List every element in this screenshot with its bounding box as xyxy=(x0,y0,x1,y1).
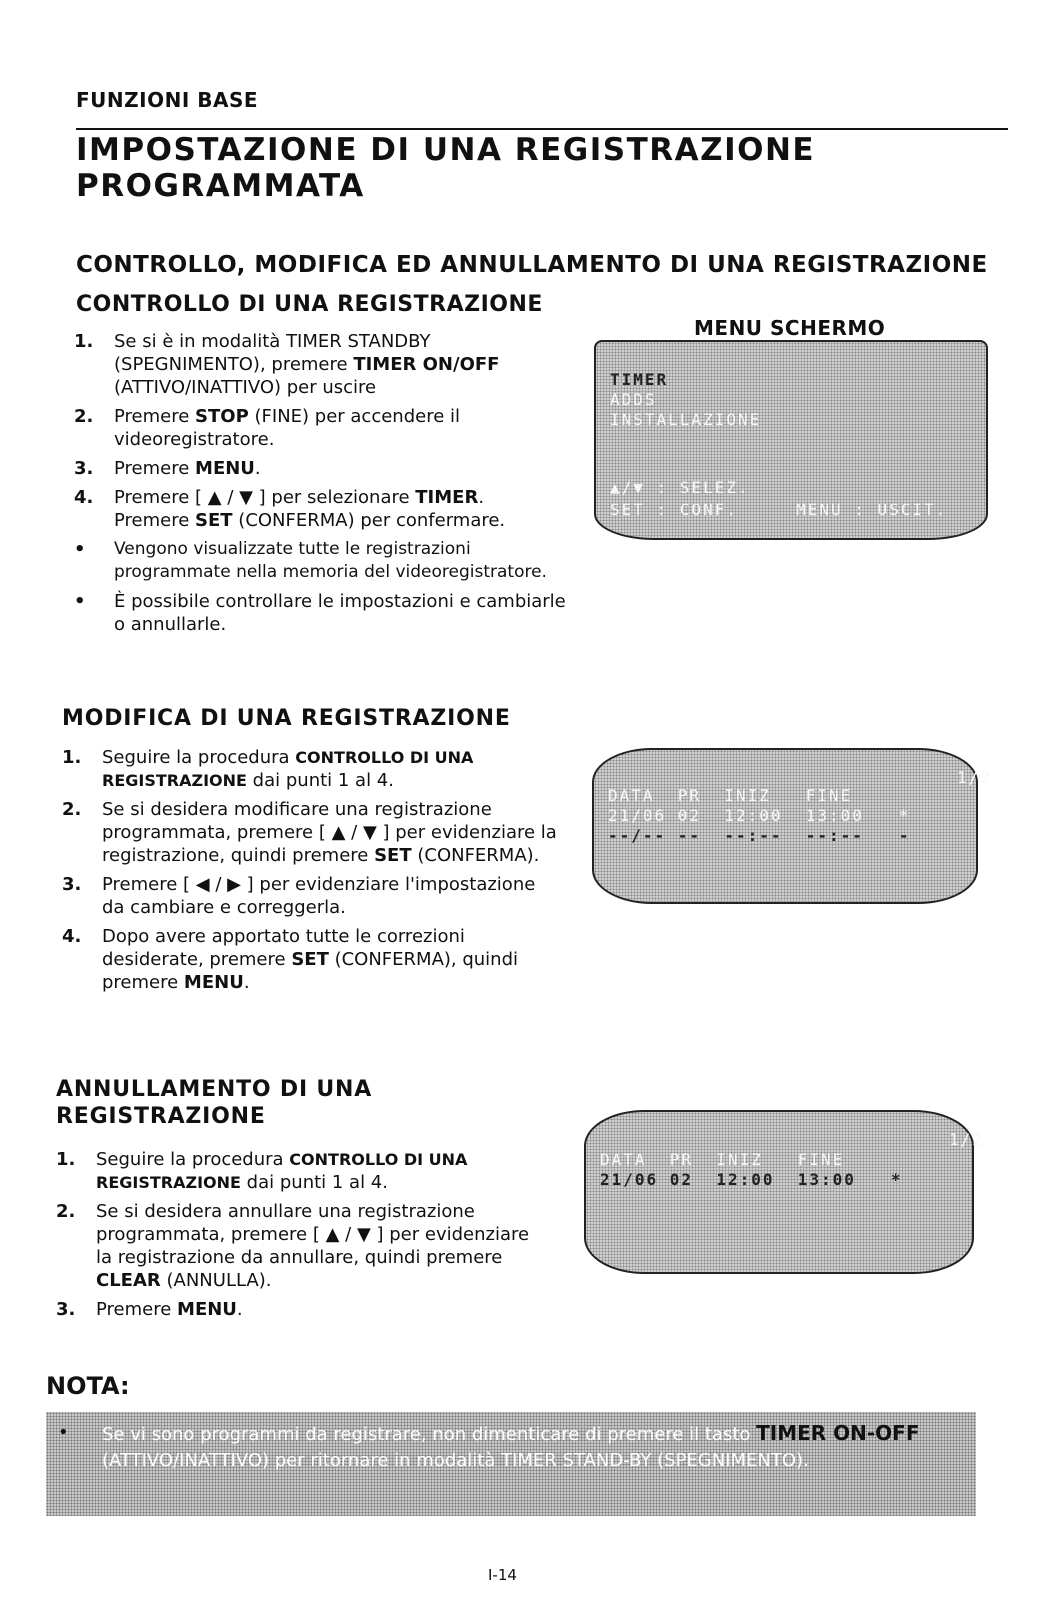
step-text: Premere xyxy=(114,406,196,427)
step-bold: TIMER xyxy=(415,487,479,508)
step-bold: SET xyxy=(291,949,329,970)
step-bold: MENU xyxy=(183,972,244,993)
page-number: I-14 xyxy=(488,1566,517,1584)
screen-line: 1/2 xyxy=(600,1130,984,1149)
screen-line: 1/2 xyxy=(608,768,992,787)
page-title-line1: IMPOSTAZIONE DI UNA REGISTRAZIONE xyxy=(76,132,816,168)
bullet: • xyxy=(74,539,86,560)
list-item xyxy=(56,1298,536,1321)
screen-line: ▲/▼ : SELEZ. xyxy=(610,478,750,497)
step-text: Premere [ ▲ / ▼ ] per selezionare xyxy=(114,487,416,508)
step-number: 3. xyxy=(74,458,94,479)
step-text: Premere [ ◀ / ▶ ] per evidenziare l'impostazione da cambiare e correggerla. xyxy=(102,874,536,918)
screen-line-highlight: 21/06 02 12:00 13:00 * xyxy=(600,1170,903,1189)
list-item xyxy=(62,925,562,994)
controllo-steps xyxy=(74,330,574,642)
step-text: Dopo avere apportato tutte le correzioni desiderate, premere xyxy=(102,926,465,970)
annullamento-steps xyxy=(56,1148,536,1327)
list-item xyxy=(74,457,574,480)
list-item xyxy=(74,486,574,532)
step-text: dai punti 1 al 4. xyxy=(240,1172,388,1193)
modifica-steps xyxy=(62,746,562,1000)
page-title-line2: PROGRAMMATA xyxy=(76,168,365,204)
list-item xyxy=(74,405,574,451)
step-bold: MENU xyxy=(177,1299,237,1320)
subtitle: CONTROLLO, MODIFICA ED ANNULLAMENTO DI UNA REGISTRAZIONE xyxy=(76,252,988,278)
step-text: (CONFERMA). xyxy=(411,845,540,866)
step-text: Premere xyxy=(114,458,196,479)
nota-heading: NOTA: xyxy=(46,1372,130,1400)
step-text: (ANNULLA). xyxy=(160,1270,272,1291)
step-text: . xyxy=(254,458,261,479)
menu-screen xyxy=(594,340,988,540)
step-text: Se si desidera annullare una registrazione programmata, premere [ ▲ / ▼ ] per evidenziare la registrazione da annullare, quindi premere xyxy=(96,1201,530,1268)
step-bold: CONTROLLO DI UNA REGISTRAZIONE xyxy=(102,748,474,790)
step-text: Seguire la procedura xyxy=(96,1149,290,1170)
nota-text-part: Se vi sono programmi da registrare, non dimenticare di premere il tasto xyxy=(102,1424,757,1445)
step-bold: TIMER ON/OFF xyxy=(353,354,500,375)
step-text: Se si desidera modificare una registrazione programmata, premere [ ▲ / ▼ ] per evidenziare la registrazione, quindi premere xyxy=(102,799,557,866)
step-number: 3. xyxy=(62,874,82,895)
step-number: 4. xyxy=(74,487,94,508)
step-text: (CONFERMA), quindi premere xyxy=(102,949,519,993)
nota-text xyxy=(102,1420,962,1474)
step-bold: CLEAR xyxy=(96,1270,161,1291)
step-number: 2. xyxy=(74,406,94,427)
step-text: Premere xyxy=(96,1299,178,1320)
annullamento-heading-line1: ANNULLAMENTO DI UNA xyxy=(56,1077,373,1102)
nota-text-part: (ATTIVO/INATTIVO) per ritornare in modalità TIMER STAND-BY (SPEGNIMENTO). xyxy=(102,1450,809,1471)
screen-line: DATA PR INIZ FINE xyxy=(600,1150,845,1169)
list-item xyxy=(56,1148,536,1194)
list-item xyxy=(56,1200,536,1292)
screen-line: SET : CONF. MENU : USCIT. xyxy=(610,500,948,519)
step-text: (FINE) per accendere il videoregistratore. xyxy=(114,406,460,450)
header-rule xyxy=(76,128,1008,130)
step-number: 1. xyxy=(56,1149,76,1170)
step-text: dai punti 1 al 4. xyxy=(246,770,394,791)
screen-line: ADDS xyxy=(610,390,657,409)
timer-list-screen xyxy=(592,748,992,904)
bullet: • xyxy=(74,591,86,612)
step-bold: STOP xyxy=(195,406,249,427)
list-item xyxy=(62,746,562,792)
list-item xyxy=(74,590,574,636)
step-bold: CONTROLLO DI UNA REGISTRAZIONE xyxy=(96,1150,468,1192)
annullamento-heading-line2: REGISTRAZIONE xyxy=(56,1104,266,1129)
step-bold: SET xyxy=(374,845,412,866)
nota-bold: TIMER ON-OFF xyxy=(756,1421,920,1445)
modifica-heading: MODIFICA DI UNA REGISTRAZIONE xyxy=(62,706,511,731)
bullet: • xyxy=(58,1422,69,1443)
list-item xyxy=(74,538,574,584)
step-text: Se si è in modalità TIMER STANDBY (SPEGNIMENTO), premere xyxy=(114,331,431,375)
screen-line-highlight: --/-- -- --:-- --:-- - xyxy=(608,826,911,845)
section-label: FUNZIONI BASE xyxy=(76,88,259,112)
step-number: 4. xyxy=(62,926,82,947)
step-text: Premere xyxy=(114,510,196,531)
page-title xyxy=(76,132,815,204)
screen-line: 21/06 02 12:00 13:00 * xyxy=(608,806,911,825)
nota-box xyxy=(46,1412,976,1516)
step-text: (CONFERMA) per confermare. xyxy=(232,510,506,531)
step-bold: SET xyxy=(195,510,233,531)
annullamento-heading xyxy=(56,1076,372,1130)
screen-line: DATA PR INIZ FINE xyxy=(608,786,853,805)
step-text: . xyxy=(478,487,485,508)
step-number: 1. xyxy=(74,331,94,352)
step-number: 2. xyxy=(62,799,82,820)
list-item xyxy=(62,873,562,919)
list-item xyxy=(74,330,574,399)
timer-cancel-screen xyxy=(584,1110,984,1274)
step-text: . xyxy=(236,1299,243,1320)
controllo-heading: CONTROLLO DI UNA REGISTRAZIONE xyxy=(76,292,543,317)
step-text: È possibile controllare le impostazioni e cambiarle o annullarle. xyxy=(114,591,566,635)
step-number: 2. xyxy=(56,1201,76,1222)
step-text: (ATTIVO/INATTIVO) per uscire xyxy=(114,377,377,398)
step-number: 1. xyxy=(62,747,82,768)
step-number: 3. xyxy=(56,1299,76,1320)
step-text: Seguire la procedura xyxy=(102,747,296,768)
step-text: Vengono visualizzate tutte le registrazioni programmate nella memoria del videoregistratore. xyxy=(114,539,547,582)
step-text: . xyxy=(243,972,250,993)
step-bold: MENU xyxy=(195,458,255,479)
screen-line: INSTALLAZIONE xyxy=(610,410,762,429)
list-item xyxy=(62,798,562,867)
menu-schermo-label: MENU SCHERMO xyxy=(694,316,886,340)
screen-line: TIMER xyxy=(610,370,669,389)
